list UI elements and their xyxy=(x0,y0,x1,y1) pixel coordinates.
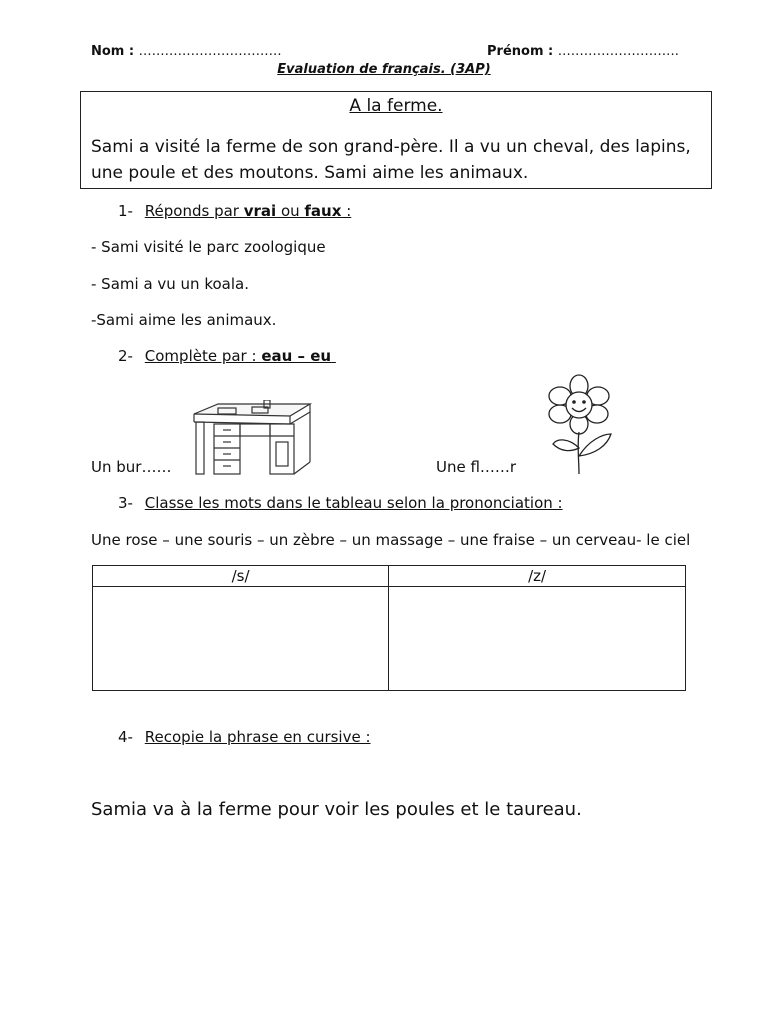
statement-3: -Sami aime les animaux. xyxy=(91,311,277,329)
name-label: Nom : xyxy=(91,44,135,59)
statement-1: - Sami visité le parc zoologique xyxy=(91,238,326,256)
story-line-2: une poule et des moutons. Sami aime les animaux. xyxy=(91,163,529,183)
name-blank: …………………………… xyxy=(138,44,282,59)
firstname-label: Prénom : xyxy=(487,44,554,59)
copy-sentence: Samia va à la ferme pour voir les poules et le taureau. xyxy=(91,799,582,820)
question-4-heading xyxy=(118,728,371,746)
question-2-heading xyxy=(118,347,336,365)
column-z-answer-cell[interactable] xyxy=(389,587,686,691)
desk-drawing xyxy=(190,400,312,478)
word-list: Une rose – une souris – un zèbre – un massage – une fraise – un cerveau- le ciel xyxy=(91,531,691,549)
question-1-number: 1- xyxy=(118,202,133,220)
story-line-1: Sami a visité la ferme de son grand-père. Il a vu un cheval, des lapins, xyxy=(91,137,691,157)
column-s-header: /s/ xyxy=(93,566,389,587)
question-4-number: 4- xyxy=(118,728,133,746)
story-text xyxy=(91,134,697,186)
story-box xyxy=(80,91,712,189)
question-4-label: Recopie la phrase en cursive : xyxy=(144,728,371,746)
name-field xyxy=(91,44,282,59)
column-s-answer-cell[interactable] xyxy=(93,587,389,691)
statement-2: - Sami a vu un koala. xyxy=(91,275,249,293)
firstname-blank: ………………………. xyxy=(557,44,679,59)
question-3-heading xyxy=(118,494,563,512)
flower-word-blank: Une fl……r xyxy=(436,458,517,476)
question-3-label: Classe les mots dans le tableau selon la prononciation : xyxy=(144,494,563,512)
question-1-label: Réponds par vrai ou faux : xyxy=(144,202,352,220)
question-2-number: 2- xyxy=(118,347,133,365)
flower-drawing xyxy=(543,374,619,476)
sound-sort-table xyxy=(92,565,686,691)
column-z-header: /z/ xyxy=(389,566,686,587)
worksheet-subtitle: Evaluation de français. (3AP) xyxy=(277,62,491,77)
question-2-label: Complète par : eau – eu xyxy=(144,347,332,365)
desk-word-blank: Un bur…… xyxy=(91,458,172,476)
firstname-field xyxy=(487,44,679,59)
question-1-heading xyxy=(118,202,351,220)
story-title: A la ferme. xyxy=(349,96,443,116)
question-3-number: 3- xyxy=(118,494,133,512)
